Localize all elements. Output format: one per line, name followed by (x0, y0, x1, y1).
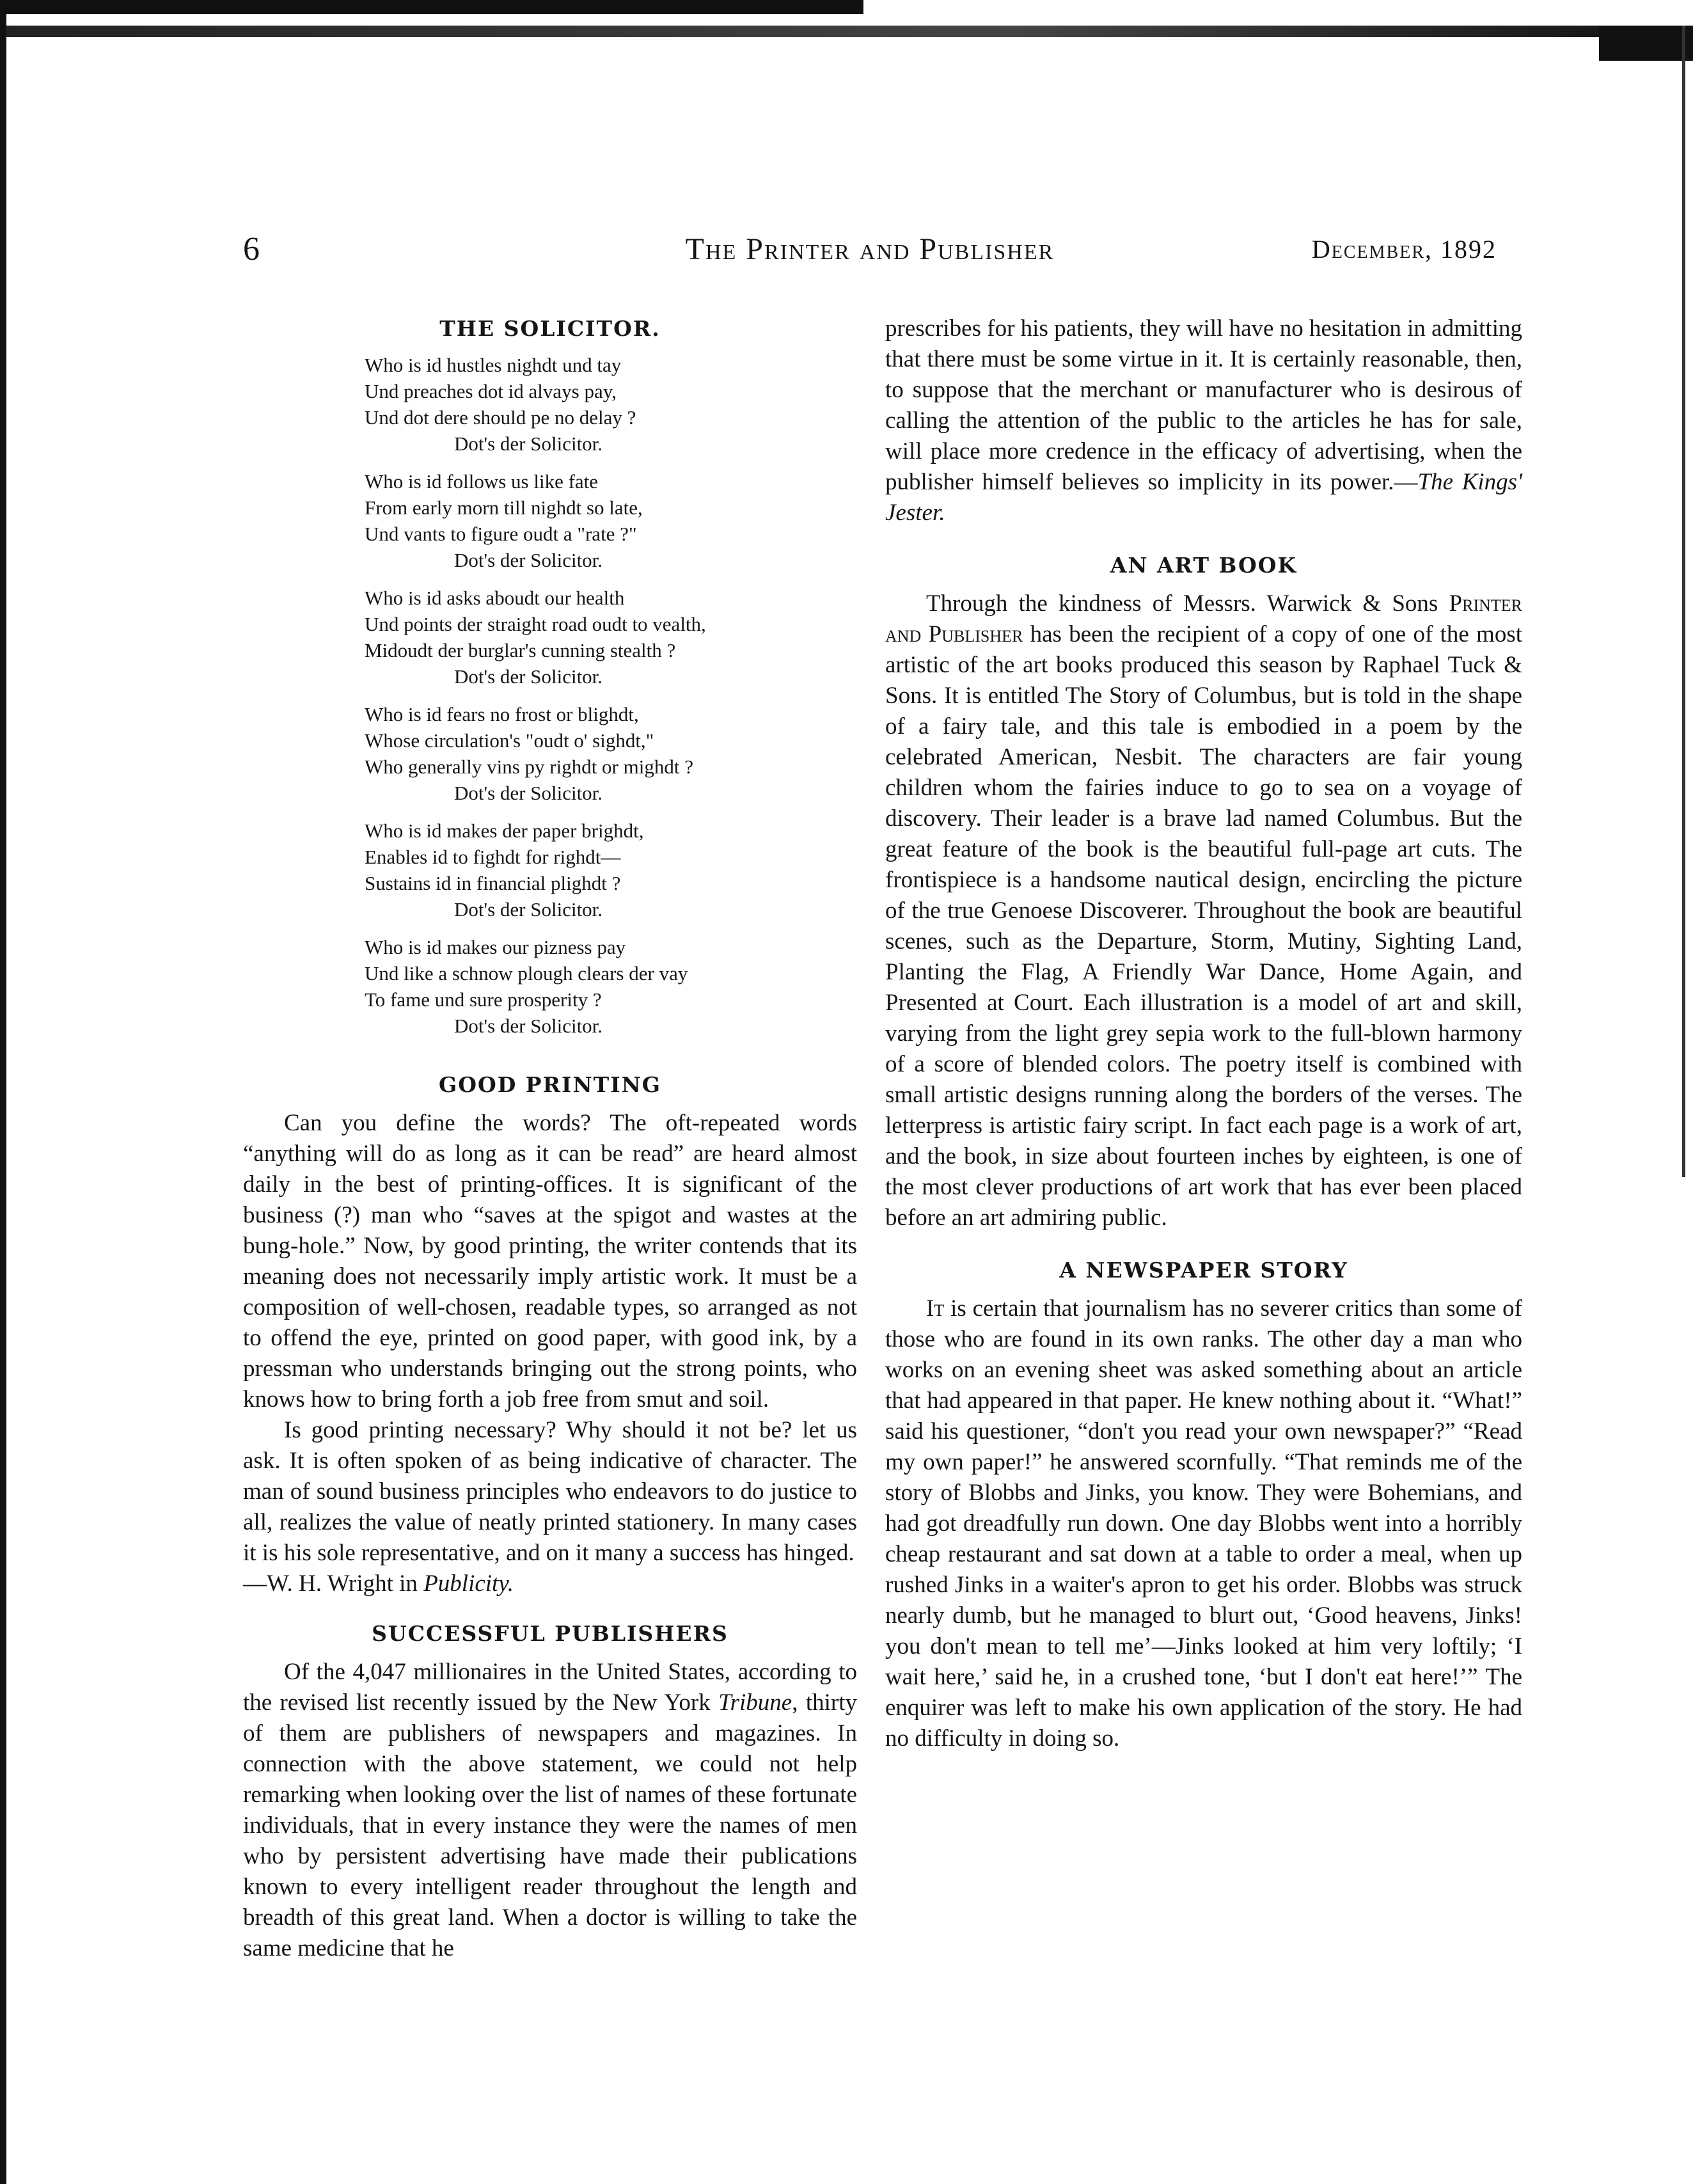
scan-edge-right (1682, 26, 1685, 1177)
attribution-source: The Kings' Jester. (885, 469, 1522, 526)
poem-line: Who is id makes der paper brighdt, (365, 819, 644, 842)
scan-edge-corner (1599, 26, 1693, 61)
article-attribution (243, 1569, 857, 1599)
attribution-source: Publicity. (423, 1571, 514, 1597)
poem-stanza (365, 818, 857, 922)
article-paragraph: Is good printing necessary? Why should it not be? let us ask. It is often spoken of as being indicative of character. The man of sound business principles who endeavors to do justice to all, realizes the value of neatly printed stationery. In many cases it is his sole representative, and on it many a success has hinged. (243, 1417, 857, 1566)
poem-refrain: Dot's der Solicitor. (454, 665, 603, 688)
poem-line: Sustains id in financial plighdt ? (365, 872, 621, 894)
poem-line: Who is id makes our pizness pay (365, 936, 626, 958)
running-header (243, 230, 1497, 269)
poem-line: Und like a schnow plough clears der vay (365, 962, 688, 985)
article-title: AN ART BOOK (1110, 553, 1298, 578)
poem-line: Und vants to figure oudt a "rate ?" (365, 523, 637, 545)
article-successful-publishers-continued (885, 313, 1522, 528)
poem-line: To fame und sure prosperity ? (365, 988, 602, 1011)
scan-edge-rule (0, 26, 1693, 37)
issue-date: December, 1892 (1311, 235, 1497, 264)
poem-line: Und points der straight road oudt to vealth, (365, 613, 706, 635)
article-good-printing (243, 1070, 857, 1599)
poem-line: Whose circulation's "oudt o' sighdt," (365, 729, 654, 752)
poem-refrain: Dot's der Solicitor. (454, 898, 603, 921)
poem-line: Und preaches dot id alvays pay, (365, 380, 617, 402)
article-paragraph (885, 1294, 1522, 1754)
poem (365, 352, 857, 1039)
poem-line: From early morn till nighdt so late, (365, 496, 643, 519)
poem-stanza (365, 468, 857, 573)
article-a-newspaper-story (885, 1255, 1522, 1754)
article-title: A NEWSPAPER STORY (1059, 1258, 1348, 1283)
paragraph-text: Through the kindness of Messrs. Warwick & Sons (926, 590, 1449, 617)
poem-stanza (365, 701, 857, 806)
article-title: THE SOLICITOR. (439, 316, 661, 341)
journal-name: Printer and Publisher (885, 590, 1522, 647)
paragraph-text: Of the 4,047 millionaires in the United States, according to the revised list recently issued by the New York (243, 1659, 857, 1716)
poem-line: Who is id fears no frost or blighdt, (365, 703, 639, 725)
article-successful-publishers (243, 1618, 857, 1964)
poem-line: Enables id to fighdt for righdt— (365, 846, 621, 868)
poem-refrain: Dot's der Solicitor. (454, 549, 603, 571)
poem-line: Midoudt der burglar's cunning stealth ? (365, 639, 676, 661)
poem-line: Who is id follows us like fate (365, 470, 599, 493)
article-paragraph (243, 1657, 857, 1964)
newspaper-name: Tribune (718, 1689, 792, 1716)
article-title: SUCCESSFUL PUBLISHERS (372, 1621, 728, 1646)
poem-refrain: Dot's der Solicitor. (454, 1015, 603, 1037)
left-column (243, 313, 857, 1964)
article-title: GOOD PRINTING (439, 1072, 661, 1097)
paragraph-text: is certain that journalism has no severer critics than some of those who are found in its own ranks. The other day a man who works on an evening sheet was asked something about an article that had appeared in that paper. He knew nothing about it. “What!” said his questioner, “don't you read your own newspaper?” “Read my own paper!” he answered scornfully. “That reminds me of the story of Blobbs and Jinks, you know. They were Bohemians, and had got dreadfully run down. One day Blobbs went into a horribly cheap restaurant and sat down at a table to order a meal, when up rushed Jinks in a waiter's apron to get his order. Blobbs was struck nearly dumb, but he managed to blurt out, ‘Good heavens, Jinks! you don't mean to tell me’—Jinks looked at him very loftily; ‘I wait here,’ said he, in a crushed tone, ‘but I don't eat here!’” The enquirer was left to make his own application of the story. He had no difficulty in doing so. (885, 1295, 1522, 1752)
article-the-solicitor (243, 313, 857, 1039)
right-column (885, 313, 1522, 1754)
article-paragraph: Can you define the words? The oft-repeated words “anything will do as long as it can be read” are heard almost daily in the best of printing-offices. It is significant of the business (?) man who “saves at the spigot and wastes at the bung-hole.” Now, by good printing, the writer contends that its meaning does not necessarily imply artistic work. It must be a composition of well-chosen, readable types, so arranged as not to offend the eye, printed on good paper, with good ink, by a pressman who understands bringing out the strong points, who knows how to bring forth a job free from smut and soil. (243, 1110, 857, 1412)
poem-refrain: Dot's der Solicitor. (454, 432, 603, 455)
scan-edge-top (0, 0, 863, 14)
article-an-art-book (885, 550, 1522, 1233)
paragraph-text: has been the recipient of a copy of one of the most artistic of the art books produced this season by Raphael Tuck & Sons. It is entitled The Story of Columbus, but is told in the shape of a fairy tale, and this tale is embodied in a poem by the celebrated American, Nesbit. The characters are fair young children whom the fairies induce to go to sea on a voyage of discovery. Their leader is a brave lad named Columbus. But the great feature of the book is the beautiful full-page art cuts. The frontispiece is a handsome nautical design, encircling the picture of the true Genoese Discoverer. Throughout the book are beautiful scenes, such as the Departure, Storm, Mutiny, Sighting Land, Planting the Flag, A Friendly War Dance, Home Again, and Presented at Court. Each illustration is a model of art and skill, varying from the light grey sepia work to the full-blown harmony of a score of blended colors. The poetry itself is combined with small artistic designs running along the borders of the verses. The letterpress is artistic fairy script. In fact each page is a work of art, and the book, in size about fourteen inches by eighteen, is one of the most clever productions of art work that has ever been placed before an art admiring public. (885, 621, 1523, 1231)
poem-line: Und dot dere should pe no delay ? (365, 406, 636, 429)
poem-refrain: Dot's der Solicitor. (454, 782, 603, 804)
page-number: 6 (243, 231, 260, 267)
paragraph-text: prescribes for his patients, they will have no hesitation in admitting that there must be some virtue in it. It is certainly reasonable, then, to suppose that the merchant or manufacturer who is desirous of calling the attention of the public to the articles he has for sale, will place more credence in the efficacy of advertising, when the publisher himself believes so implicity in its power.— (885, 315, 1522, 495)
poem-line: Who is id asks aboudt our health (365, 587, 625, 609)
attribution-author: —W. H. Wright in (243, 1571, 424, 1597)
poem-line: Who generally vins py righdt or mighdt ? (365, 756, 693, 778)
article-paragraph (885, 589, 1522, 1233)
scan-edge-left (0, 0, 6, 2184)
article-paragraph (885, 313, 1522, 528)
poem-stanza (365, 585, 857, 690)
poem-line: Who is id hustles nighdt und tay (365, 354, 622, 376)
journal-title: The Printer and Publisher (685, 232, 1055, 266)
poem-stanza (365, 934, 857, 1039)
paragraph-text: , thirty of them are publishers of newspapers and magazines. In connection with the above statement, we could not help remarking when looking over the list of names of these fortunate individuals, that in every instance they were the names of men who by persistent advertising have made their publications known to every intelligent reader throughout the length and breadth of this great land. When a doctor is willing to take the same medicine that he (243, 1689, 857, 1961)
lead-word: It (926, 1295, 945, 1322)
poem-stanza (365, 352, 857, 457)
